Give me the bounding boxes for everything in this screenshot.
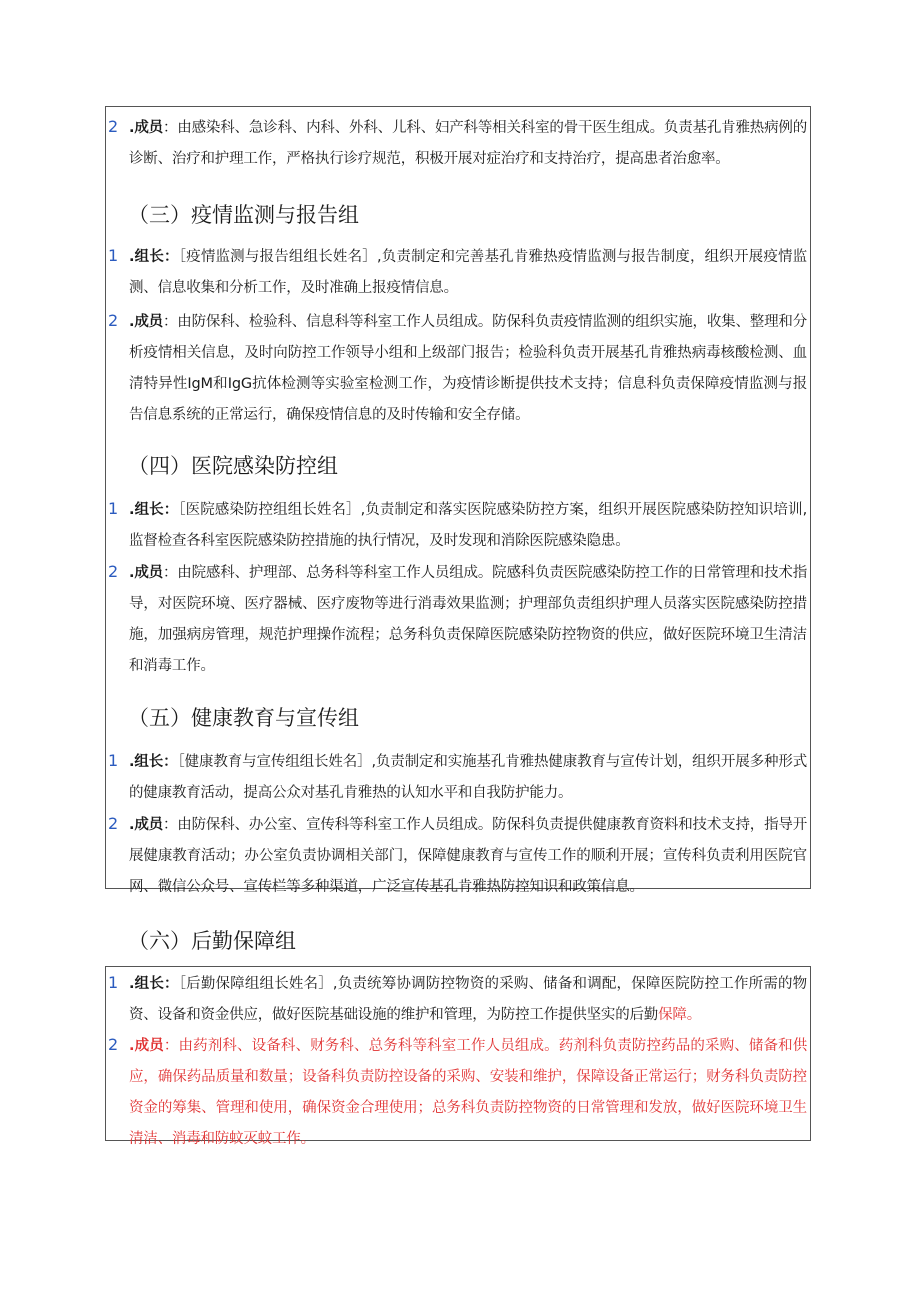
section-heading-logistics: （六）后勤保障组 xyxy=(128,929,296,953)
item-text xyxy=(129,242,807,304)
item-number: 1 xyxy=(108,499,119,518)
section-heading-infection: （四）医院感染防控组 xyxy=(128,454,338,478)
item-number: 1 xyxy=(108,751,119,770)
item-number: 2 xyxy=(108,562,119,581)
item-content: ：由防保科、检验科、信息科等科室工作人员组成。防保科负责疫情监测的组织实施，收集、整理和分析疫情相关信息，及时向防控工作领导小组和上级部门报告；检验科负责开展基孔肯雅热病毒核酸检测、血清特异性IgM和IgG抗体检测等实验室检测工作，为疫情诊断提供技术支持；信息科负责保障疫情监测与报告信息系统的正常运行，确保疫情信息的及时传输和安全存储。 xyxy=(129,314,807,423)
item-text xyxy=(129,810,807,903)
item-lead: .成员 xyxy=(129,314,163,330)
section-heading-monitoring: （三）疫情监测与报告组 xyxy=(128,203,359,227)
section-heading-education: （五）健康教育与宣传组 xyxy=(128,706,359,730)
item-text xyxy=(129,1031,807,1155)
item-text xyxy=(129,113,807,175)
item-text xyxy=(129,747,807,809)
item-number: 1 xyxy=(108,973,119,992)
item-lead: .成员 xyxy=(129,120,163,136)
item-number: 2 xyxy=(108,311,119,330)
item-content: ［后勤保障组组长姓名］,负责统筹协调防控物资的采购、储备和调配，保障医院防控工作所需的物资、设备和资金供应，做好医院基础设施的维护和管理，为防控工作提供坚实的后勤 xyxy=(129,976,807,1023)
item-number: 2 xyxy=(108,117,119,136)
item-number: 1 xyxy=(108,246,119,265)
item-content: ：由院感科、护理部、总务科等科室工作人员组成。院感科负责医院感染防控工作的日常管理和技术指导，对医院环境、医疗器械、医疗废物等进行消毒效果监测；护理部负责组织护理人员落实医院感染防控措施，加强病房管理，规范护理操作流程；总务科负责保障医院感染防控物资的供应，做好医院环境卫生清洁和消毒工作。 xyxy=(129,565,807,674)
item-lead: .组长： xyxy=(129,976,179,992)
item-text xyxy=(129,969,807,1031)
content-frame-logistics xyxy=(105,966,811,1147)
item-content-highlight: 保障。 xyxy=(658,1007,702,1023)
item-lead: .组长： xyxy=(129,502,179,518)
item-text xyxy=(129,495,807,557)
item-text xyxy=(129,307,807,431)
item-lead: .成员 xyxy=(129,1038,164,1054)
item-text xyxy=(129,558,807,682)
item-content: ［疫情监测与报告组组长姓名］,负责制定和完善基孔肯雅热疫情监测与报告制度，组织开展疫情监测、信息收集和分析工作，及时准确上报疫情信息。 xyxy=(129,249,807,296)
item-lead: .成员 xyxy=(129,817,163,833)
item-content: ：由药剂科、设备科、财务科、总务科等科室工作人员组成。药剂科负责防控药品的采购、储备和供应，确保药品质量和数量；设备科负责防控设备的采购、安装和维护，保障设备正常运行；财务科负责防控资金的筹集、管理和使用，确保资金合理使用；总务科负责防控物资的日常管理和发放，做好医院环境卫生清洁、消毒和防蚊灭蚊工作。 xyxy=(129,1038,807,1147)
item-lead: .成员 xyxy=(129,565,163,581)
item-lead: .组长： xyxy=(129,754,178,770)
item-lead: .组长： xyxy=(129,249,179,265)
item-content: ：由防保科、办公室、宣传科等科室工作人员组成。防保科负责提供健康教育资料和技术支持，指导开展健康教育活动；办公室负责协调相关部门，保障健康教育与宣传工作的顺利开展；宣传科负责利用医院官网、微信公众号、宣传栏等多种渠道，广泛宣传基孔肯雅热防控知识和政策信息。 xyxy=(129,817,807,895)
item-content: ：由感染科、急诊科、内科、外科、儿科、妇产科等相关科室的骨干医生组成。负责基孔肯雅热病例的诊断、治疗和护理工作，严格执行诊疗规范，积极开展对症治疗和支持治疗，提高患者治愈率。 xyxy=(129,120,807,167)
item-number: 2 xyxy=(108,814,119,833)
item-number: 2 xyxy=(108,1035,119,1054)
item-content: ［医院感染防控组组长姓名］,负责制定和落实医院感染防控方案，组织开展医院感染防控知识培训,监督检查各科室医院感染防控措施的执行情况，及时发现和消除医院感染隐患。 xyxy=(129,502,807,549)
item-content: ［健康教育与宣传组组长姓名］,负责制定和实施基孔肯雅热健康教育与宣传计划，组织开展多种形式的健康教育活动，提高公众对基孔肯雅热的认知水平和自我防护能力。 xyxy=(129,754,807,801)
